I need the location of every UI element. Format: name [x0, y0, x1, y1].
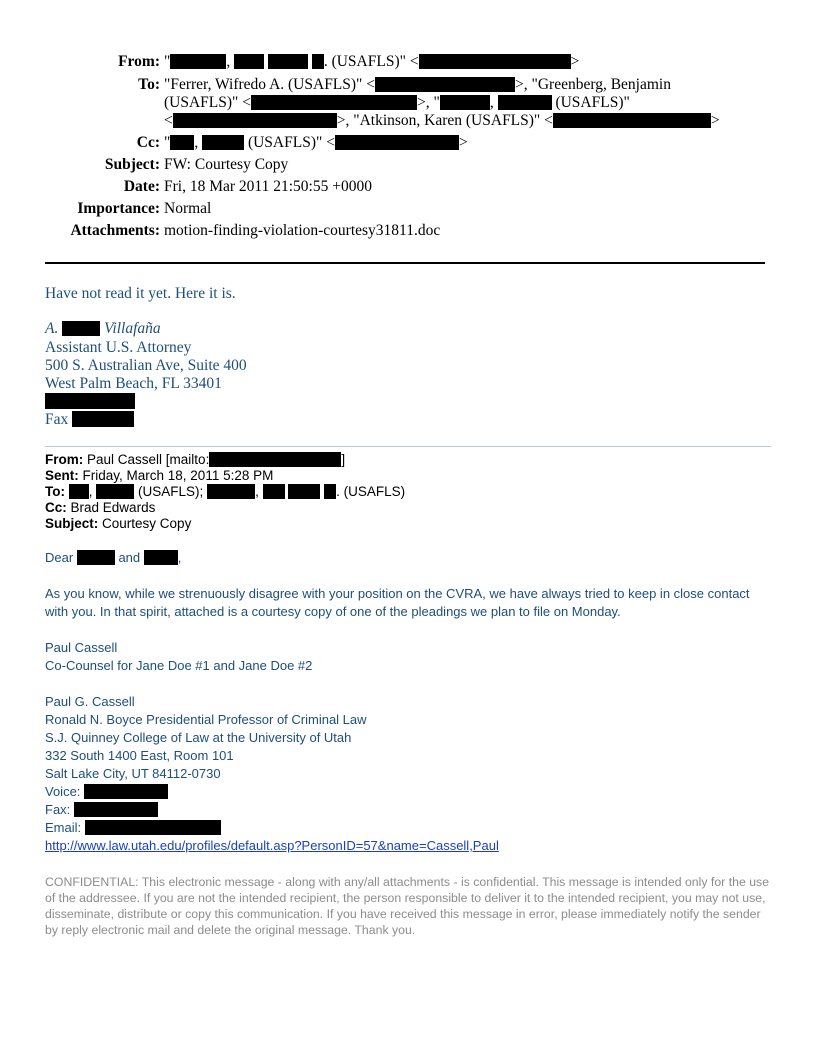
fwd-to-row: To: , (USAFLS); , . (USAFLS)	[45, 484, 406, 499]
reply-body: Have not read it yet. Here it is.	[45, 285, 236, 302]
sig2-school: S.J. Quinney College of Law at the University of Utah	[45, 730, 352, 745]
sig2-address1: 332 South 1400 East, Room 101	[45, 748, 234, 763]
cc-mid: (USAFLS)" <	[247, 134, 335, 151]
importance-label: Importance:	[77, 200, 160, 217]
header-subject-row	[0, 155, 816, 175]
sig2-voice: Voice:	[45, 783, 168, 801]
redaction	[335, 135, 459, 150]
redaction	[498, 95, 552, 110]
redaction	[72, 411, 134, 427]
redaction	[440, 95, 490, 110]
from-value: " , . (USAFLS)" < >	[164, 53, 580, 70]
reply-signature-address1: 500 S. Australian Ave, Suite 400	[45, 357, 247, 374]
header-importance-row	[0, 199, 816, 219]
to-line3-c: >	[710, 112, 720, 129]
redaction	[202, 135, 244, 150]
fwd-cc-row: Cc: Brad Edwards	[45, 500, 156, 515]
redaction	[173, 113, 337, 128]
sig2-title: Ronald N. Boyce Presidential Professor of Criminal Law	[45, 712, 367, 727]
subject-label: Subject:	[104, 156, 160, 173]
date-value: Fri, 18 Mar 2011 21:50:55 +0000	[164, 178, 372, 195]
fwd-sent-row: Sent: Friday, March 18, 2011 5:28 PM	[45, 468, 274, 483]
to-line2-c: (USAFLS)"	[555, 94, 630, 111]
header-to-row-3	[0, 111, 816, 131]
redaction	[553, 113, 711, 128]
redaction	[324, 484, 336, 499]
header-cc-row: Cc: " , (USAFLS)" < >	[136, 134, 468, 151]
confidentiality-notice: CONFIDENTIAL: This electronic message - along with any/all attachments - is confidential. This message is intended only for the use of the addressee. If you are not the intended recipient, the person responsible to deliver it to the intended recipient, you may not use, disseminate, distribute or copy this communication. If you have received this message in error, please immediately notify the sender by reply electronic mail and delete the original message. Thank you.	[45, 875, 770, 937]
reply-signature-phone	[45, 393, 135, 411]
profile-link[interactable]: http://www.law.utah.edu/profiles/default.asp?PersonID=57&name=Cassell,Paul	[45, 838, 499, 853]
attachments-label: Attachments:	[70, 222, 160, 239]
reply-signature-address2: West Palm Beach, FL 33401	[45, 375, 222, 392]
reply-signature-name: A. Villafaña	[45, 320, 161, 337]
to-line2-b: >, "	[416, 94, 440, 111]
header-attachments-row	[0, 221, 816, 241]
redaction	[170, 54, 226, 69]
to-line3-a: <	[164, 112, 173, 129]
redaction	[419, 54, 571, 69]
sig2-profile-row	[45, 837, 499, 855]
importance-value: Normal	[164, 200, 212, 217]
to-line1-b: >, "Greenberg, Benjamin	[515, 76, 671, 93]
redaction	[77, 550, 115, 565]
attachment-link[interactable]: motion-finding-violation-courtesy31811.doc	[164, 222, 441, 239]
redaction	[69, 484, 89, 499]
sign-name: Paul Cassell	[45, 640, 118, 655]
header-to-row-2: (USAFLS)" < >, " , (USAFLS)"	[164, 94, 630, 111]
header-date-row	[0, 177, 816, 197]
from-suffix: . (USAFLS)" <	[323, 53, 419, 70]
sig2-name: Paul G. Cassell	[45, 694, 135, 709]
redaction	[268, 54, 308, 69]
redaction	[263, 484, 285, 499]
sig2-address2: Salt Lake City, UT 84112-0730	[45, 766, 221, 781]
forward-divider	[45, 446, 771, 447]
redaction	[251, 95, 417, 110]
reply-signature-title: Assistant U.S. Attorney	[45, 339, 192, 356]
to-line1: "Ferrer, Wifredo A. (USAFLS)" <	[164, 76, 376, 93]
redaction	[45, 393, 135, 409]
redaction	[144, 550, 178, 565]
to-line2: (USAFLS)" <	[164, 94, 251, 111]
header-divider	[45, 262, 765, 264]
message-paragraph-line1: As you know, while we strenuously disagree with your position on the CVRA, we have always tried to keep in close contact	[45, 586, 750, 601]
redaction	[170, 135, 194, 150]
date-label: Date:	[123, 178, 160, 195]
fwd-subject-row: Subject: Courtesy Copy	[45, 516, 192, 531]
redaction	[74, 802, 158, 817]
redaction	[312, 54, 324, 69]
message-paragraph-line2: with you. In that spirit, attached is a courtesy copy of one of the pleadings we plan to file on Monday.	[45, 604, 621, 619]
reply-signature-fax: Fax	[45, 411, 134, 429]
header-to-row	[0, 75, 816, 95]
to-line3-b: >, "Atkinson, Karen (USAFLS)" <	[336, 112, 553, 129]
fwd-from-row: From: Paul Cassell [mailto: ]	[45, 452, 346, 467]
sig2-email: Email:	[45, 819, 221, 837]
redaction	[84, 784, 168, 799]
cc-label: Cc:	[136, 134, 160, 151]
redaction	[62, 321, 100, 336]
message-greeting: Dear and ,	[45, 550, 182, 565]
sign-role: Co-Counsel for Jane Doe #1 and Jane Doe #2	[45, 658, 313, 673]
header-from-row	[0, 52, 816, 72]
sig2-fax: Fax:	[45, 801, 158, 819]
redaction	[96, 484, 134, 499]
to-label: To:	[138, 76, 160, 93]
redaction	[234, 54, 264, 69]
redaction	[207, 484, 255, 499]
redaction	[288, 484, 320, 499]
from-label: From:	[118, 53, 160, 70]
redaction	[85, 820, 221, 835]
subject-value: FW: Courtesy Copy	[164, 156, 289, 173]
redaction	[209, 452, 341, 467]
redaction	[375, 77, 515, 92]
